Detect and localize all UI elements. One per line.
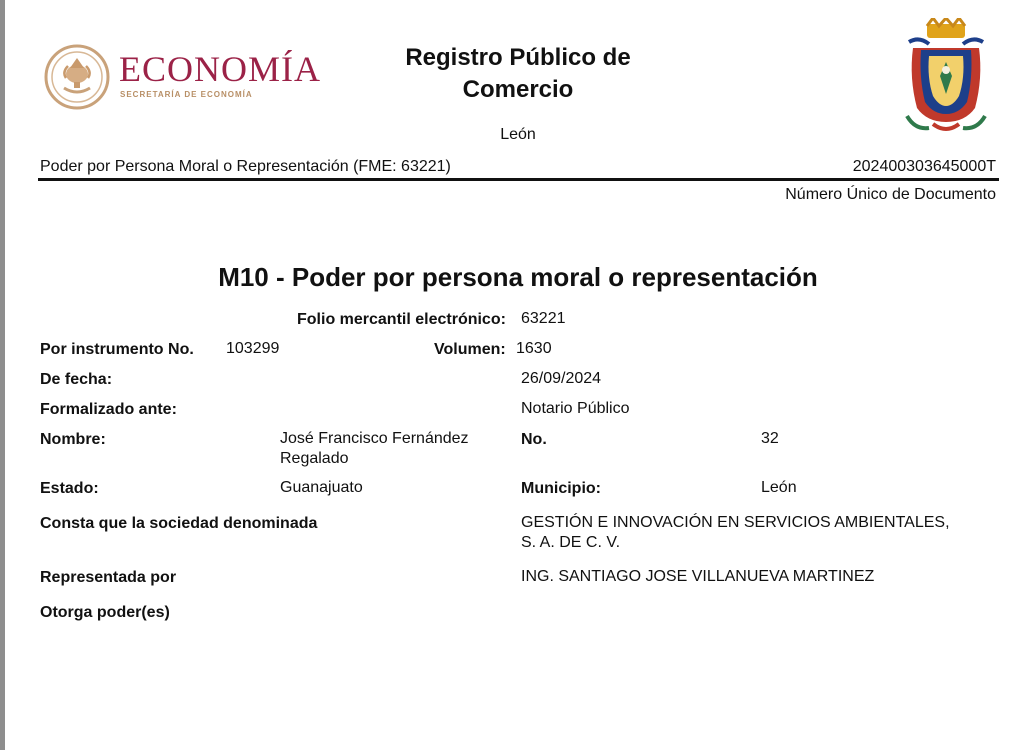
otorga-label: Otorga poder(es) <box>40 604 170 621</box>
registry-title-line1: Registro Público de <box>405 44 631 71</box>
folio-label: Folio mercantil electrónico: <box>297 311 506 328</box>
header-divider <box>38 178 999 181</box>
registry-title-line2: Comercio <box>462 76 574 103</box>
formalizado-label: Formalizado ante: <box>40 401 177 418</box>
volumen-label: Volumen: <box>434 341 506 358</box>
estado-label: Estado: <box>40 480 99 497</box>
nombre-value-line2: Regalado <box>280 450 349 467</box>
notario-no-value: 32 <box>761 430 779 447</box>
sociedad-label: Consta que la sociedad denominada <box>40 515 318 532</box>
instrumento-value: 103299 <box>226 340 280 357</box>
notario-no-label: No. <box>521 431 547 448</box>
representada-label: Representada por <box>40 569 177 586</box>
economia-logo <box>44 44 344 110</box>
document-number-caption: Número Único de Documento <box>785 186 996 203</box>
representada-value: ING. SANTIAGO JOSE VILLANUEVA MARTINEZ <box>521 568 875 585</box>
document-number: 202400303645000T <box>852 158 996 175</box>
page-edge <box>0 0 5 750</box>
sociedad-value-line2: S. A. DE C. V. <box>521 534 621 551</box>
guanajuato-coat-of-arms-icon <box>905 18 987 136</box>
logo-subtitle: SECRETARÍA DE ECONOMÍA <box>120 90 253 99</box>
estado-value: Guanajuato <box>280 479 363 496</box>
registry-title <box>380 42 656 106</box>
municipio-value: León <box>761 479 797 496</box>
nombre-value-line1: José Francisco Fernández <box>280 430 469 447</box>
municipio-label: Municipio: <box>521 480 601 497</box>
formalizado-value: Notario Público <box>521 400 630 417</box>
fecha-label: De fecha: <box>40 371 113 388</box>
folio-value: 63221 <box>521 310 566 327</box>
registry-city: León <box>500 126 536 143</box>
instrumento-label: Por instrumento No. <box>40 341 194 358</box>
logo-wordmark: ECONOMÍA <box>119 49 321 89</box>
sociedad-value-line1: GESTIÓN E INNOVACIÓN EN SERVICIOS AMBIENTALES, <box>521 514 950 531</box>
nombre-label: Nombre: <box>40 431 106 448</box>
nombre-value <box>280 429 469 469</box>
sociedad-value <box>521 513 950 553</box>
fecha-value: 26/09/2024 <box>521 370 602 387</box>
document-type: Poder por Persona Moral o Representación (FME: 63221) <box>40 158 451 175</box>
mexican-national-seal-icon <box>44 44 110 110</box>
form-title: M10 - Poder por persona moral o representación <box>218 262 818 292</box>
volumen-value: 1630 <box>516 340 552 357</box>
